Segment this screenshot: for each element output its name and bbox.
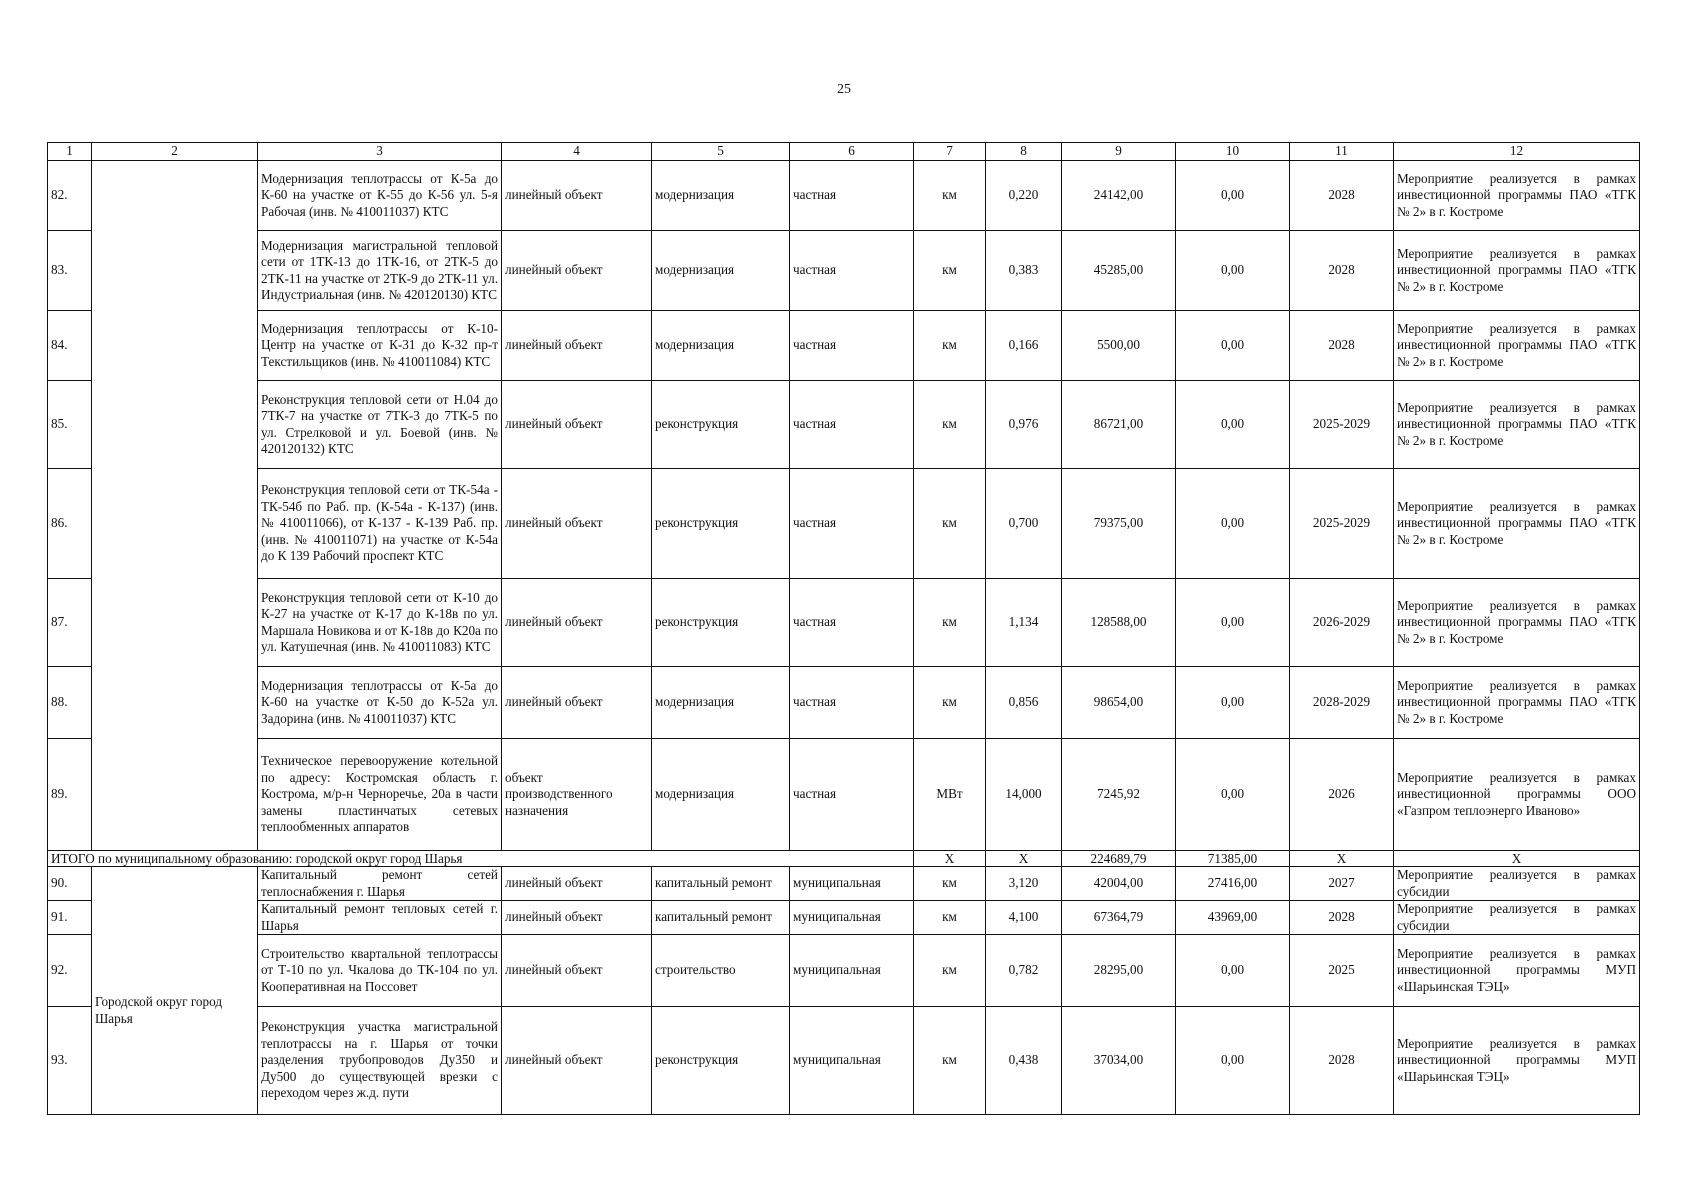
total-cost: 37034,00 bbox=[1062, 1007, 1176, 1115]
row-number: 84. bbox=[48, 311, 92, 381]
quantity: 0,220 bbox=[986, 161, 1062, 231]
total-cost: 98654,00 bbox=[1062, 667, 1176, 739]
object-type: линейный объект bbox=[502, 311, 652, 381]
quantity: 1,134 bbox=[986, 579, 1062, 667]
row-number: 93. bbox=[48, 1007, 92, 1115]
header-cell: 5 bbox=[652, 143, 790, 161]
total-cost: 128588,00 bbox=[1062, 579, 1176, 667]
total-cost: 45285,00 bbox=[1062, 231, 1176, 311]
total-label: ИТОГО по муниципальному образованию: городской округ город Шарья bbox=[48, 851, 914, 867]
object-description: Реконструкция тепловой сети от К-10 до К-27 на участке от К-17 до К-18в по ул. Маршала Новикова и от К-18в до К20а по ул. Катушечная (инв. № 410011083) КТС bbox=[258, 579, 502, 667]
note: Мероприятие реализуется в рамках инвестиционной программы ПАО «ТГК № 2» в г. Костроме bbox=[1394, 667, 1640, 739]
budget-funds: 0,00 bbox=[1176, 667, 1290, 739]
object-type: линейный объект bbox=[502, 469, 652, 579]
budget-funds: 0,00 bbox=[1176, 311, 1290, 381]
total-budget-sum: 71385,00 bbox=[1176, 851, 1290, 867]
total-cost: 86721,00 bbox=[1062, 381, 1176, 469]
quantity: 0,700 bbox=[986, 469, 1062, 579]
implementation-years: 2027 bbox=[1290, 867, 1394, 901]
object-description: Капитальный ремонт тепловых сетей г. Шарья bbox=[258, 901, 502, 935]
ownership-type: частная bbox=[790, 311, 914, 381]
ownership-type: частная bbox=[790, 231, 914, 311]
total-quantity: X bbox=[986, 851, 1062, 867]
table-row bbox=[48, 161, 1640, 231]
unit: км bbox=[914, 1007, 986, 1115]
note: Мероприятие реализуется в рамках инвестиционной программы МУП «Шарьинская ТЭЦ» bbox=[1394, 1007, 1640, 1115]
header-cell: 7 bbox=[914, 143, 986, 161]
total-unit: X bbox=[914, 851, 986, 867]
ownership-type: частная bbox=[790, 739, 914, 851]
total-note: X bbox=[1394, 851, 1640, 867]
ownership-type: муниципальная bbox=[790, 867, 914, 901]
unit: км bbox=[914, 311, 986, 381]
budget-funds: 0,00 bbox=[1176, 579, 1290, 667]
implementation-years: 2025 bbox=[1290, 935, 1394, 1007]
table-row bbox=[48, 1007, 1640, 1115]
budget-funds: 0,00 bbox=[1176, 739, 1290, 851]
page-number: 25 bbox=[837, 82, 851, 97]
header-cell: 8 bbox=[986, 143, 1062, 161]
object-description: Реконструкция тепловой сети от Н.04 до 7ТК-7 на участке от 7ТК-3 до 7ТК-5 по ул. Стрелковой и ул. Боевой (инв. № 420120132) КТС bbox=[258, 381, 502, 469]
quantity: 0,782 bbox=[986, 935, 1062, 1007]
table-row bbox=[48, 231, 1640, 311]
ownership-type: частная bbox=[790, 381, 914, 469]
implementation-years: 2025-2029 bbox=[1290, 469, 1394, 579]
note: Мероприятие реализуется в рамках субсидии bbox=[1394, 867, 1640, 901]
ownership-type: частная bbox=[790, 579, 914, 667]
work-type: реконструкция bbox=[652, 469, 790, 579]
work-type: строительство bbox=[652, 935, 790, 1007]
object-description: Модернизация теплотрассы от К-5а до К-60 на участке от К-55 до К-56 ул. 5-я Рабочая (инв. № 410011037) КТС bbox=[258, 161, 502, 231]
table-row bbox=[48, 867, 1640, 901]
note: Мероприятие реализуется в рамках инвестиционной программы ПАО «ТГК № 2» в г. Костроме bbox=[1394, 579, 1640, 667]
object-type: линейный объект bbox=[502, 161, 652, 231]
budget-funds: 0,00 bbox=[1176, 381, 1290, 469]
ownership-type: муниципальная bbox=[790, 1007, 914, 1115]
note: Мероприятие реализуется в рамках инвестиционной программы ПАО «ТГК № 2» в г. Костроме bbox=[1394, 161, 1640, 231]
quantity: 3,120 bbox=[986, 867, 1062, 901]
work-type: модернизация bbox=[652, 667, 790, 739]
header-cell: 10 bbox=[1176, 143, 1290, 161]
note: Мероприятие реализуется в рамках инвестиционной программы ПАО «ТГК № 2» в г. Костроме bbox=[1394, 381, 1640, 469]
total-years: X bbox=[1290, 851, 1394, 867]
object-type: линейный объект bbox=[502, 667, 652, 739]
object-type: линейный объект bbox=[502, 935, 652, 1007]
table-row bbox=[48, 469, 1640, 579]
object-type: линейный объект bbox=[502, 381, 652, 469]
unit: км bbox=[914, 935, 986, 1007]
budget-funds: 0,00 bbox=[1176, 935, 1290, 1007]
quantity: 4,100 bbox=[986, 901, 1062, 935]
object-type: линейный объект bbox=[502, 579, 652, 667]
object-description: Реконструкция участка магистральной теплотрассы на г. Шарья от точки разделения трубопроводов Ду350 и Ду500 до существующей врезки с переходом через ж.д. пути bbox=[258, 1007, 502, 1115]
ownership-type: частная bbox=[790, 469, 914, 579]
implementation-years: 2028 bbox=[1290, 231, 1394, 311]
work-type: капитальный ремонт bbox=[652, 901, 790, 935]
header-row bbox=[48, 143, 1640, 161]
object-description: Техническое перевооружение котельной по адресу: Костромская область г. Кострома, м/р-н Черноречье, 20а в части замены пластинчатых сетевых теплообменных аппаратов bbox=[258, 739, 502, 851]
unit: км bbox=[914, 579, 986, 667]
table-row bbox=[48, 739, 1640, 851]
ownership-type: частная bbox=[790, 667, 914, 739]
work-type: модернизация bbox=[652, 739, 790, 851]
row-number: 86. bbox=[48, 469, 92, 579]
work-type: реконструкция bbox=[652, 381, 790, 469]
ownership-type: муниципальная bbox=[790, 901, 914, 935]
work-type: реконструкция bbox=[652, 579, 790, 667]
table-row bbox=[48, 311, 1640, 381]
row-number: 90. bbox=[48, 867, 92, 901]
total-cost: 28295,00 bbox=[1062, 935, 1176, 1007]
header-cell: 2 bbox=[92, 143, 258, 161]
header-cell: 11 bbox=[1290, 143, 1394, 161]
object-type: линейный объект bbox=[502, 231, 652, 311]
unit: км bbox=[914, 231, 986, 311]
object-description: Капитальный ремонт сетей теплоснабжения г. Шарья bbox=[258, 867, 502, 901]
header-cell: 3 bbox=[258, 143, 502, 161]
investment-table bbox=[47, 142, 1640, 1115]
quantity: 0,976 bbox=[986, 381, 1062, 469]
implementation-years: 2028-2029 bbox=[1290, 667, 1394, 739]
object-type: линейный объект bbox=[502, 1007, 652, 1115]
row-number: 85. bbox=[48, 381, 92, 469]
budget-funds: 27416,00 bbox=[1176, 867, 1290, 901]
budget-funds: 0,00 bbox=[1176, 161, 1290, 231]
total-cost: 67364,79 bbox=[1062, 901, 1176, 935]
implementation-years: 2028 bbox=[1290, 311, 1394, 381]
note: Мероприятие реализуется в рамках инвестиционной программы ПАО «ТГК № 2» в г. Костроме bbox=[1394, 231, 1640, 311]
quantity: 14,000 bbox=[986, 739, 1062, 851]
table-row bbox=[48, 579, 1640, 667]
total-cost-sum: 224689,79 bbox=[1062, 851, 1176, 867]
table-row bbox=[48, 901, 1640, 935]
total-cost: 42004,00 bbox=[1062, 867, 1176, 901]
object-description: Модернизация теплотрассы от К-5а до К-60 на участке от К-50 до К-52а ул. Задорина (инв. № 410011037) КТС bbox=[258, 667, 502, 739]
budget-funds: 0,00 bbox=[1176, 1007, 1290, 1115]
quantity: 0,438 bbox=[986, 1007, 1062, 1115]
municipality-name: Городской округ город Шарья bbox=[92, 867, 258, 1115]
unit: км bbox=[914, 381, 986, 469]
unit: км bbox=[914, 161, 986, 231]
unit: км bbox=[914, 901, 986, 935]
quantity: 0,383 bbox=[986, 231, 1062, 311]
unit: км bbox=[914, 667, 986, 739]
ownership-type: муниципальная bbox=[790, 935, 914, 1007]
object-description: Модернизация теплотрассы от К-10-Центр на участке от К-31 до К-32 пр-т Текстильщиков (инв. № 410011084) КТС bbox=[258, 311, 502, 381]
header-cell: 9 bbox=[1062, 143, 1176, 161]
header-cell: 12 bbox=[1394, 143, 1640, 161]
table-row bbox=[48, 667, 1640, 739]
quantity: 0,856 bbox=[986, 667, 1062, 739]
row-number: 92. bbox=[48, 935, 92, 1007]
unit: км bbox=[914, 469, 986, 579]
object-type: линейный объект bbox=[502, 901, 652, 935]
work-type: модернизация bbox=[652, 311, 790, 381]
work-type: капитальный ремонт bbox=[652, 867, 790, 901]
total-row bbox=[48, 851, 1640, 867]
object-description: Строительство квартальной теплотрассы от Т-10 по ул. Чкалова до ТК-104 по ул. Кооперативная на Поссовет bbox=[258, 935, 502, 1007]
object-type: объект производственного назначения bbox=[502, 739, 652, 851]
header-cell: 6 bbox=[790, 143, 914, 161]
note: Мероприятие реализуется в рамках субсидии bbox=[1394, 901, 1640, 935]
unit: МВт bbox=[914, 739, 986, 851]
total-cost: 5500,00 bbox=[1062, 311, 1176, 381]
budget-funds: 0,00 bbox=[1176, 231, 1290, 311]
total-cost: 7245,92 bbox=[1062, 739, 1176, 851]
object-description: Модернизация магистральной тепловой сети от 1ТК-13 до 1ТК-16, от 2ТК-5 до 2ТК-11 на участке от 2ТК-9 до 2ТК-11 ул. Индустриальная (инв. № 420120130) КТС bbox=[258, 231, 502, 311]
header-cell: 4 bbox=[502, 143, 652, 161]
quantity: 0,166 bbox=[986, 311, 1062, 381]
budget-funds: 43969,00 bbox=[1176, 901, 1290, 935]
header-cell: 1 bbox=[48, 143, 92, 161]
row-number: 91. bbox=[48, 901, 92, 935]
note: Мероприятие реализуется в рамках инвестиционной программы ПАО «ТГК № 2» в г. Костроме bbox=[1394, 311, 1640, 381]
implementation-years: 2025-2029 bbox=[1290, 381, 1394, 469]
row-number: 87. bbox=[48, 579, 92, 667]
budget-funds: 0,00 bbox=[1176, 469, 1290, 579]
work-type: модернизация bbox=[652, 161, 790, 231]
total-cost: 79375,00 bbox=[1062, 469, 1176, 579]
implementation-years: 2026 bbox=[1290, 739, 1394, 851]
table-row bbox=[48, 381, 1640, 469]
implementation-years: 2026-2029 bbox=[1290, 579, 1394, 667]
row-number: 89. bbox=[48, 739, 92, 851]
unit: км bbox=[914, 867, 986, 901]
note: Мероприятие реализуется в рамках инвестиционной программы ПАО «ТГК № 2» в г. Костроме bbox=[1394, 469, 1640, 579]
work-type: модернизация bbox=[652, 231, 790, 311]
object-description: Реконструкция тепловой сети от ТК-54а - ТК-54б по Раб. пр. (К-54а - К-137) (инв. № 410011066), от К-137 - К-139 Раб. пр. (инв. № 410011071) на участке от К-54а до К 139 Рабочий проспект КТС bbox=[258, 469, 502, 579]
note: Мероприятие реализуется в рамках инвестиционной программы МУП «Шарьинская ТЭЦ» bbox=[1394, 935, 1640, 1007]
row-number: 83. bbox=[48, 231, 92, 311]
table-body bbox=[48, 143, 1640, 1115]
total-cost: 24142,00 bbox=[1062, 161, 1176, 231]
row-number: 88. bbox=[48, 667, 92, 739]
note: Мероприятие реализуется в рамках инвестиционной программы ООО «Газпром теплоэнерго Иваново» bbox=[1394, 739, 1640, 851]
work-type: реконструкция bbox=[652, 1007, 790, 1115]
implementation-years: 2028 bbox=[1290, 901, 1394, 935]
ownership-type: частная bbox=[790, 161, 914, 231]
municipality-cell-empty bbox=[92, 161, 258, 851]
object-type: линейный объект bbox=[502, 867, 652, 901]
table-row bbox=[48, 935, 1640, 1007]
implementation-years: 2028 bbox=[1290, 161, 1394, 231]
implementation-years: 2028 bbox=[1290, 1007, 1394, 1115]
row-number: 82. bbox=[48, 161, 92, 231]
